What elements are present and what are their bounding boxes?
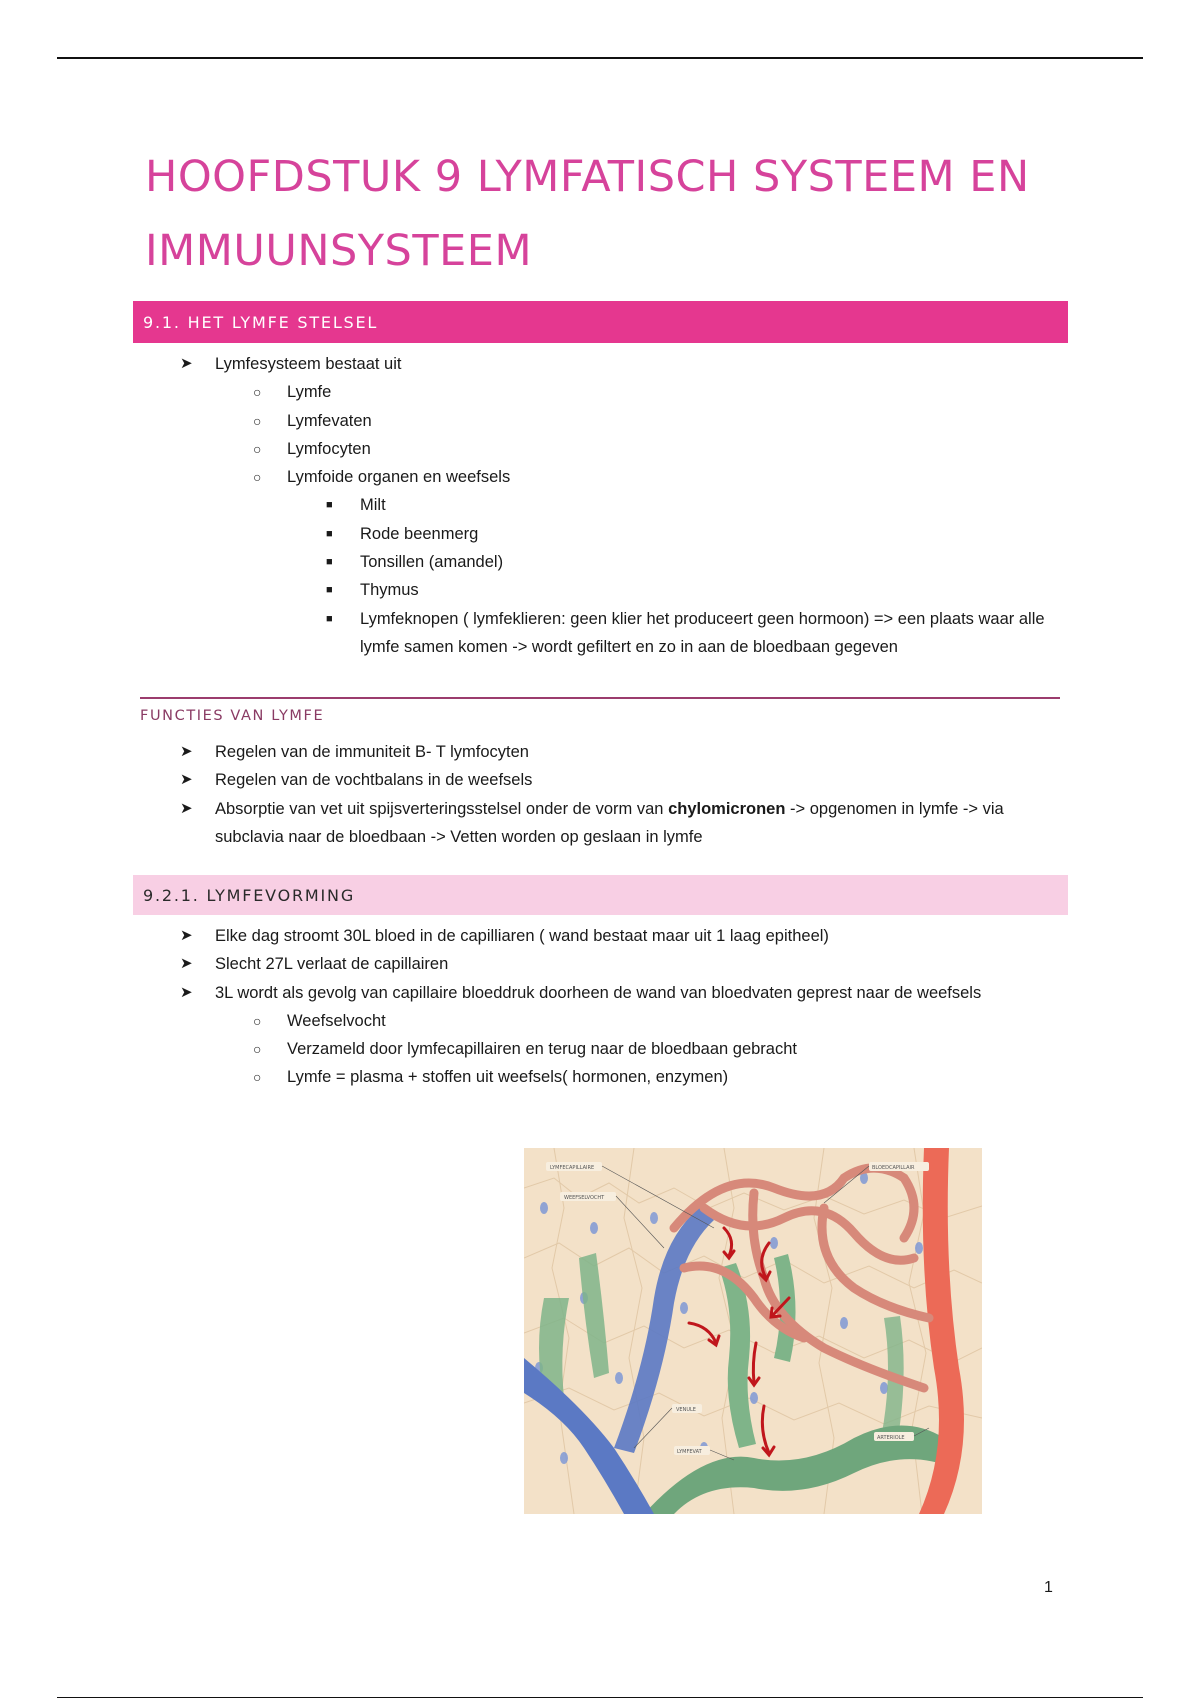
circle-bullet-icon: ○: [253, 384, 262, 401]
list-item: ➤ Slecht 27L verlaat de capillairen: [0, 950, 1200, 978]
list-item: ■ Rode beenmerg: [0, 520, 1200, 548]
label-bloedcapillair: BLOEDCAPILLAIR: [872, 1165, 915, 1171]
label-lymfecapillaire: LYMFECAPILLAIRE: [550, 1165, 595, 1171]
list-item: ■ Milt: [0, 491, 1200, 519]
bold-term: chylomicronen: [668, 799, 786, 818]
square-bullet-icon: ■: [326, 584, 333, 597]
list-item: ○ Lymfoide organen en weefsels: [0, 463, 1200, 491]
arrow-bullet-icon: ➤: [180, 771, 193, 789]
label-venule: VENULE: [676, 1407, 696, 1413]
list-item: ➤ Elke dag stroomt 30L bloed in de capilliaren ( wand bestaat maar uit 1 laag epitheel): [0, 922, 1200, 950]
square-bullet-icon: ■: [326, 499, 333, 512]
circle-bullet-icon: ○: [253, 440, 262, 457]
circle-bullet-icon: ○: [253, 412, 262, 429]
lymph-formation-illustration: [524, 1148, 982, 1514]
subheading-functies: FUNCTIES VAN LYMFE: [140, 697, 1060, 729]
list-item: ■ Tonsillen (amandel): [0, 548, 1200, 576]
section-heading-9-1: 9.1. HET LYMFE STELSEL: [133, 301, 1068, 343]
section-heading-9-2-1: 9.2.1. LYMFEVORMING: [133, 875, 1068, 915]
list-item: ○ Lymfocyten: [0, 435, 1200, 463]
section-2-list: [0, 922, 1200, 1092]
list-item: ○ Lymfe = plasma + stoffen uit weefsels( hormonen, enzymen): [0, 1063, 1200, 1091]
arrow-bullet-icon: ➤: [180, 955, 193, 973]
section-1-list: [0, 350, 1200, 661]
circle-bullet-icon: ○: [253, 1069, 262, 1086]
circle-bullet-icon: ○: [253, 469, 262, 486]
arrow-bullet-icon: ➤: [180, 799, 193, 817]
list-item: ➤ Lymfesysteem bestaat uit: [0, 350, 1200, 378]
functies-list: [0, 738, 1200, 851]
circle-bullet-icon: ○: [253, 1012, 262, 1029]
label-lymfevat: LYMFEVAT: [677, 1449, 702, 1455]
arrow-bullet-icon: ➤: [180, 983, 193, 1001]
square-bullet-icon: ■: [326, 527, 333, 540]
square-bullet-icon: ■: [326, 612, 333, 625]
label-arteriole: ARTERIOLE: [877, 1435, 905, 1441]
top-rule: [57, 57, 1143, 59]
bottom-rule: [57, 1697, 1143, 1698]
list-item: ➤ Regelen van de immuniteit B- T lymfocyten: [0, 738, 1200, 766]
list-item: ○ Lymfevaten: [0, 407, 1200, 435]
list-item: ➤ 3L wordt als gevolg van capillaire bloeddruk doorheen de wand van bloedvaten geprest naar de weefsels: [0, 979, 1005, 1007]
list-item: ○ Weefselvocht: [0, 1007, 1200, 1035]
list-item: ■ Thymus: [0, 576, 1200, 604]
page-title: HOOFDSTUK 9 LYMFATISCH SYSTEEM EN IMMUUNSYSTEEM: [145, 152, 1030, 276]
page-number: 1: [1044, 1579, 1053, 1596]
list-item: ➤ Regelen van de vochtbalans in de weefsels: [0, 766, 1200, 794]
circle-bullet-icon: ○: [253, 1041, 262, 1058]
list-item: ○ Verzameld door lymfecapillairen en terug naar de bloedbaan gebracht: [0, 1035, 1200, 1063]
list-item: ➤ Absorptie van vet uit spijsverteringsstelsel onder de vorm van chylomicronen -> opgenomen in lymfe -> via subclavia naar de bloedbaan -> Vetten worden op geslaan in lymfe: [0, 795, 1055, 852]
label-weefselvocht: WEEFSELVOCHT: [564, 1195, 605, 1201]
arrow-bullet-icon: ➤: [180, 355, 193, 372]
list-item: ■ Lymfeknopen ( lymfeklieren: geen klier het produceert geen hormoon) => een plaats waar alle lymfe samen komen -> wordt gefiltert en zo in aan de bloedbaan gegeven: [0, 605, 1060, 662]
arrow-bullet-icon: ➤: [180, 743, 193, 760]
square-bullet-icon: ■: [326, 556, 333, 569]
arrow-bullet-icon: ➤: [180, 927, 193, 944]
list-item: ○ Lymfe: [0, 378, 1200, 406]
